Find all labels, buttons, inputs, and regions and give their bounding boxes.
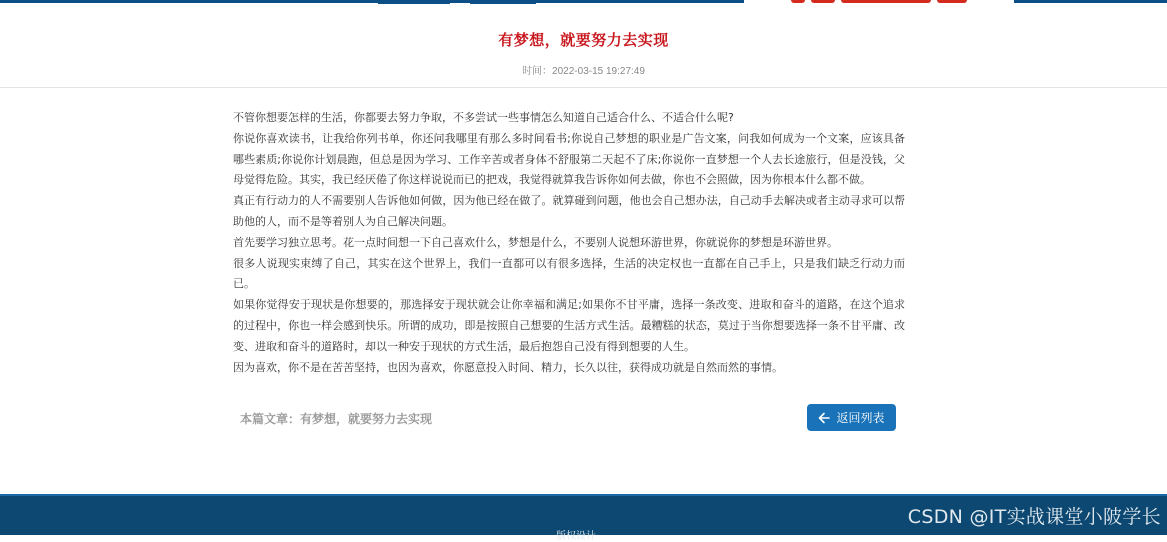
csdn-watermark: CSDN @IT实战课堂小陂学长 — [907, 506, 1161, 528]
page-title: 有梦想，就要努力去实现 — [498, 31, 669, 49]
article-footer — [233, 404, 896, 432]
arrow-left-icon — [818, 412, 830, 424]
article-paragraph: 真正有行动力的人不需要别人告诉他如何做，因为他已经在做了。就算碰到问题，他也会自己想办法，自己动手去解决或者主动寻求可以帮助他的人，而不是等着别人为自己解决问题。 — [233, 194, 905, 228]
article-paragraph: 因为喜欢，你不是在苦苦坚持，也因为喜欢，你愿意投入时间、精力，长久以往，获得成功就是自然而然的事情。 — [233, 360, 783, 374]
article-paragraph: 如果你觉得安于现状是你想要的，那选择安于现状就会让你幸福和满足;如果你不甘平庸，选择一条改变、进取和奋斗的道路，在这个追求的过程中，你也一样会感到快乐。所谓的成功，即是按照自己想要的生活方式生活。最糟糕的状态，莫过于当你想要选择一条不甘平庸、改变、进取和奋斗的道路时，却以一种安于现状的方式生活，最后抱怨自己没有得到想要的人生。 — [233, 298, 905, 353]
article-paragraph: 很多人说现实束缚了自己，其实在这个世界上，我们一直都可以有很多选择，生活的决定权也一直都在自己手上，只是我们缺乏行动力而已。 — [233, 256, 905, 291]
article-paragraph: 首先要学习独立思考。花一点时间想一下自己喜欢什么，梦想是什么，不要别人说想环游世界，你就说你的梦想是环游世界。 — [233, 235, 838, 249]
article-header — [0, 4, 1167, 88]
back-to-list-label: 返回列表 — [836, 411, 885, 425]
publish-time: 时间：2022-03-15 19:27:49 — [522, 66, 645, 77]
footer-divider — [0, 494, 1167, 496]
this-article-label: 本篇文章：有梦想，就要努力去实现 — [240, 412, 433, 426]
article-paragraph: 不管你想要怎样的生活，你都要去努力争取，不多尝试一些事情怎么知道自己适合什么、不适合什么呢? — [233, 111, 734, 124]
footer-text: 版权设计 — [556, 531, 596, 542]
back-to-list-button[interactable] — [807, 404, 896, 431]
article-body — [233, 108, 905, 378]
article-paragraph: 你说你喜欢读书，让我给你列书单，你还问我哪里有那么多时间看书;你说自己梦想的职业是广告文案，问我如何成为一个文案，应该具备哪些素质;你说你计划晨跑，但总是因为学习、工作辛苦或者身体不舒服第二天起不了床;你说你一直梦想一个人去长途旅行，但是没钱，父母觉得危险。其实，我已经厌倦了你这样说说而已的把戏，我觉得就算我告诉你如何去做，你也不会照做，因为你根本什么都不做。 — [233, 131, 905, 187]
